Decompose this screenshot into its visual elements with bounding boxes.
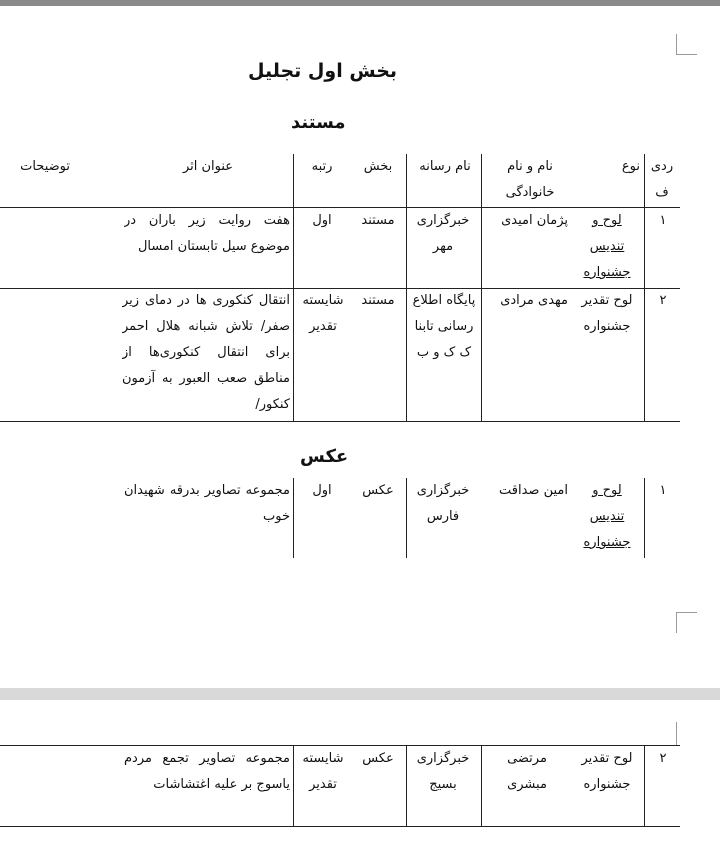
table-col-rule xyxy=(293,478,294,558)
table-col-rule xyxy=(644,154,645,422)
table-row-title: انتقال کنکوری ها در دمای زیر صفر/ تلاش شبانه هلال احمر برای انتقال کنکوری‌ها از مناطق صعب العبور به آزمون کنکور/ xyxy=(122,293,290,412)
table-row-section: مستند xyxy=(361,293,395,308)
table-col-rule xyxy=(406,154,407,422)
table-row-no: ۱ xyxy=(659,483,667,498)
table-rule xyxy=(0,745,680,746)
table-row-type: لوح تقدیر جشنواره xyxy=(581,293,633,334)
table-row-type: لوح و تندیس جشنواره xyxy=(583,483,631,550)
page-separator xyxy=(0,688,720,700)
table-row-rank: شایسته تقدیر xyxy=(302,751,344,792)
page-corner-mark xyxy=(676,722,685,746)
table-row-media: خبرگزاری بسیج xyxy=(416,751,470,792)
table-row-media: خبرگزاری مهر xyxy=(416,213,470,254)
table-row-name: پژمان امیدی xyxy=(501,213,568,228)
table-row-name: امین صداقت xyxy=(499,483,568,498)
table-row-media: پایگاه اطلاع رسانی تابناک ک و ب xyxy=(412,293,476,360)
table-col-rule xyxy=(293,745,294,827)
table-row-name: مهدی مرادی xyxy=(500,293,568,308)
table-col-rule xyxy=(481,745,482,827)
header-name: نام و نام خانوادگی xyxy=(505,159,555,200)
table-row-section: عکس xyxy=(362,483,394,498)
header-media: نام رسانه xyxy=(419,159,471,174)
table-row-type: لوح و تندیس جشنواره xyxy=(583,213,631,280)
window-top-bar xyxy=(0,0,720,6)
header-section: بخش xyxy=(363,159,393,174)
table-row-rank: اول xyxy=(312,483,332,498)
table-col-rule xyxy=(406,745,407,827)
table-col-rule xyxy=(406,478,407,558)
section-title-photo: عکس xyxy=(300,446,349,467)
table-row-name: مرتضی مبشری xyxy=(507,751,547,792)
table-row-title: هفت روایت زیر باران در موضوع سیل تابستان امسال xyxy=(124,213,290,254)
page-corner-mark xyxy=(676,34,697,55)
table-row-media: خبرگزاری فارس xyxy=(416,483,470,524)
page-title: بخش اول تجلیل xyxy=(248,60,398,82)
section-title-documentary: مستند xyxy=(291,112,346,133)
table-row-notes xyxy=(4,746,118,826)
table-col-rule xyxy=(293,154,294,422)
table-row-rank: اول xyxy=(312,213,332,228)
table-col-rule xyxy=(644,745,645,827)
page-corner-mark xyxy=(676,612,697,633)
table-row-notes xyxy=(4,288,118,420)
header-title: عنوان اثر xyxy=(182,159,234,174)
table-row-section: مستند xyxy=(361,213,395,228)
table-row-rank: شایسته تقدیر xyxy=(302,293,344,334)
table-rule xyxy=(0,826,680,827)
table-col-rule xyxy=(644,478,645,558)
table-rule xyxy=(0,207,680,208)
header-rank: رتبه xyxy=(311,159,333,174)
table-row-no: ۱ xyxy=(659,213,667,228)
table-row-section: عکس xyxy=(362,751,394,766)
table-row-no: ۲ xyxy=(659,751,667,766)
table-rule xyxy=(0,288,680,289)
table-row-type: لوح تقدیر جشنواره xyxy=(581,751,633,792)
table-row-no: ۲ xyxy=(659,293,667,308)
table-col-rule xyxy=(481,154,482,422)
header-row-no: ردی ف xyxy=(650,159,674,200)
table-row-notes xyxy=(4,478,118,558)
table-rule xyxy=(0,421,680,422)
header-type: نوع xyxy=(621,159,640,174)
table-row-notes xyxy=(4,208,118,288)
table-row-title: مجموعه تصاویر بدرقه شهیدان خوب xyxy=(124,483,290,524)
table-row-title: مجموعه تصاویر تجمع مردم یاسوج بر علیه اغتشاشات xyxy=(124,751,290,792)
header-notes: توضیحات xyxy=(20,159,70,174)
